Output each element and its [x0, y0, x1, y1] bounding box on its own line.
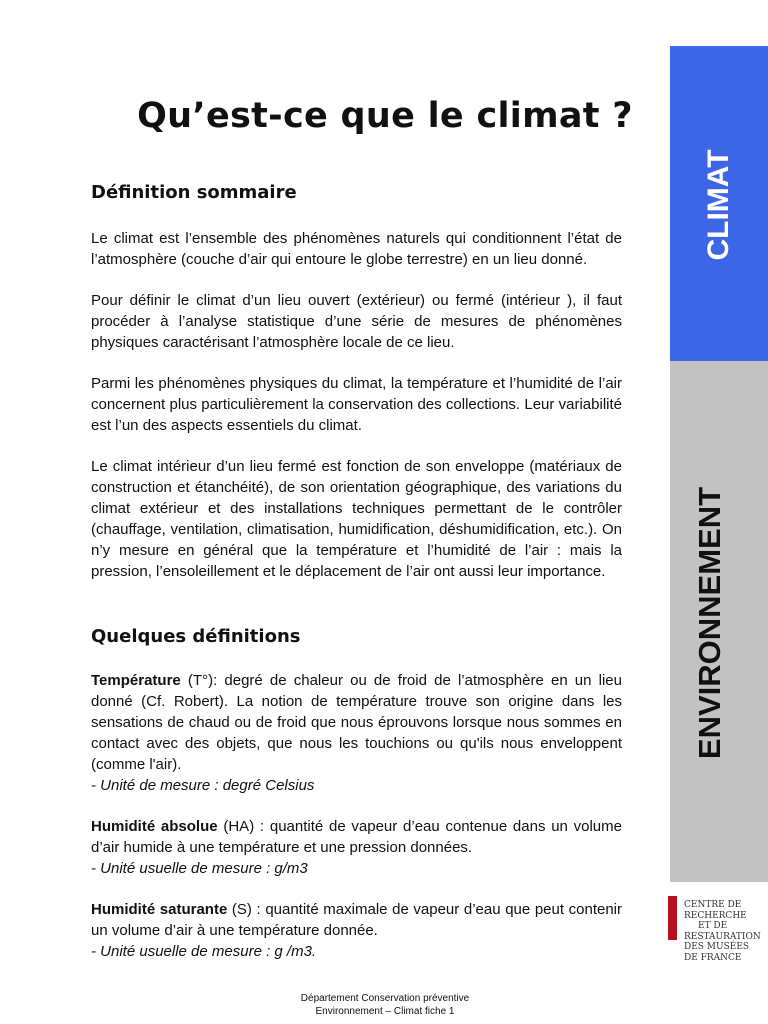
- logo-bar: [668, 896, 677, 940]
- definition-humidite-saturante: [91, 899, 622, 962]
- page-title: Qu’est-ce que le climat ?: [137, 96, 633, 136]
- definition-humidite-absolue: [91, 816, 622, 879]
- footer-line-1: Département Conservation préventive: [300, 993, 470, 1004]
- definition-text: (S) : quantité maximale de vapeur d’eau que peut contenir un volume d’air à une température donnée.: [91, 901, 623, 939]
- paragraph-3: Parmi les phénomènes physiques du climat, la température et l’humidité de l’air concernent plus particulièrement la conservation des collections. Leur variabilité est l’un des aspects essentiels du climat.: [91, 375, 622, 434]
- logo-text: CENTRE DE RECHERCHE ET DE RESTAURATION DES MUSÉES DE FRANCE: [684, 900, 761, 963]
- c2rmf-logo: [668, 896, 768, 984]
- footer-line-2: Environnement – Climat fiche 1: [315, 1006, 455, 1017]
- sidebar-label-environnement: ENVIRONNEMENT: [692, 486, 727, 760]
- definition-term: Température: [91, 672, 181, 689]
- definition-temperature: [91, 670, 622, 796]
- section-heading-definition: Définition sommaire: [91, 182, 297, 203]
- definition-unit: - Unité usuelle de mesure : g /m3.: [91, 943, 317, 960]
- definition-term: Humidité saturante: [91, 901, 228, 918]
- definition-unit: - Unité de mesure : degré Celsius: [91, 777, 315, 794]
- page-footer: [200, 992, 570, 1018]
- paragraph-2: Pour définir le climat d’un lieu ouvert (extérieur) ou fermé (intérieur ), il faut procéder à l’analyse statistique d’une série de mesures de phénomènes physiques caractérisant l’atmosphère locale de ce lieu.: [91, 292, 622, 351]
- definition-text: (T°): degré de chaleur ou de froid de l’atmosphère en un lieu donné (Cf. Robert). La notion de température trouve son origine dans les sensations de chaud ou de froid que nous éprouvons lorsque nous sommes en contact avec des objets, que nous les touchions ou qu'ils nous enveloppent (comme l'air).: [91, 672, 622, 773]
- sidebar-label-climat: CLIMAT: [702, 149, 735, 261]
- section-heading-definitions: Quelques définitions: [91, 626, 301, 647]
- definition-term: Humidité absolue: [91, 818, 218, 835]
- paragraph-4: Le climat intérieur d’un lieu fermé est fonction de son enveloppe (matériaux de construction et étanchéité), de son orientation géographique, des variations du climat extérieur et des installations techniques permettant de le contrôler (chauffage, ventilation, climatisation, humidification, déshumidification, etc.). On n’y mesure en général que la température et l’humidité de l’air : mais la pression, l’ensoleillement et le déplacement de l’air ont aussi leur importance.: [91, 458, 622, 580]
- definition-unit: - Unité usuelle de mesure : g/m3: [91, 860, 308, 877]
- definition-text: (HA) : quantité de vapeur d’eau contenue dans un volume d’air humide à une température et une pression données.: [91, 818, 622, 856]
- paragraph-1: Le climat est l’ensemble des phénomènes naturels qui conditionnent l’état de l’atmosphère (couche d’air qui entoure le globe terrestre) en un lieu donné.: [91, 230, 622, 268]
